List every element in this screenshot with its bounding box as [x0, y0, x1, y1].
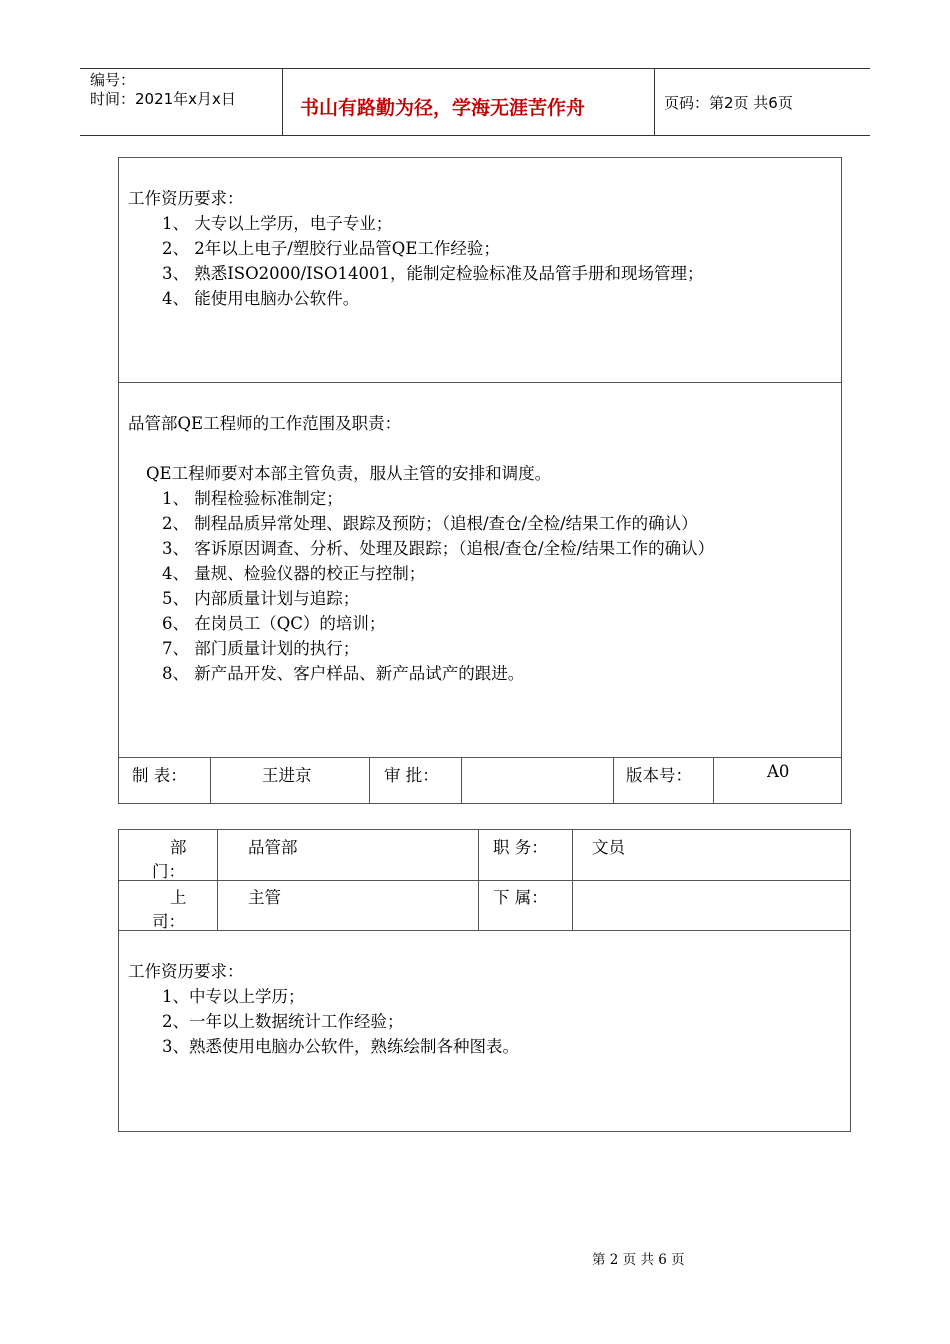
header-divider — [654, 68, 655, 135]
requirement-item: 4、 能使用电脑办公软件。 — [162, 289, 360, 308]
position-label: 职 务： — [493, 838, 548, 857]
superior-label: 上 — [170, 888, 187, 907]
cell-divider — [478, 829, 479, 930]
duty-item: 4、 量规、检验仪器的校正与控制； — [162, 564, 426, 583]
made-by-value: 王进京 — [262, 766, 312, 785]
cell-divider — [613, 757, 614, 804]
duty-item: 1、 制程检验标准制定； — [162, 489, 343, 508]
row-divider — [118, 880, 851, 881]
cell-divider — [572, 829, 573, 930]
version-value: A0 — [767, 762, 790, 781]
document-number-label: 编号： — [90, 71, 136, 89]
duty-item: 2、 制程品质异常处理、跟踪及预防；（追根/查仓/全检/结果工作的确认） — [162, 514, 698, 533]
made-by-label: 制 表： — [132, 766, 187, 785]
row-divider — [118, 757, 842, 758]
page-footer: 第 2 页 共 6 页 — [592, 1252, 685, 1268]
position-value: 文员 — [592, 838, 625, 857]
superior-label-cont: 司： — [152, 912, 185, 931]
row-divider — [118, 930, 851, 931]
requirement-item: 1、中专以上学历； — [162, 987, 305, 1006]
department-label: 部 — [170, 838, 187, 857]
duty-item: 8、 新产品开发、客户样品、新产品试产的跟进。 — [162, 664, 525, 683]
approved-by-label: 审 批： — [384, 766, 439, 785]
requirement-item: 2、 2年以上电子/塑胶行业品管QE工作经验； — [162, 239, 500, 258]
header-top-rule — [80, 68, 870, 69]
department-label-cont: 门： — [152, 862, 185, 881]
subordinate-label: 下 属： — [493, 888, 548, 907]
header-motto: 书山有路勤为径，学海无涯苦作舟 — [300, 97, 586, 119]
superior-value: 主管 — [248, 888, 281, 907]
requirement-item: 3、熟悉使用电脑办公软件，熟练绘制各种图表。 — [162, 1037, 519, 1056]
requirement-item: 2、一年以上数据统计工作经验； — [162, 1012, 404, 1031]
requirement-item: 3、 熟悉ISO2000/ISO14001，能制定检验标准及品管手册和现场管理； — [162, 264, 704, 283]
duty-item: 6、 在岗员工（QC）的培训； — [162, 614, 386, 633]
cell-divider — [461, 757, 462, 804]
duty-item: 7、 部门质量计划的执行； — [162, 639, 360, 658]
header-divider — [282, 68, 283, 135]
cell-divider — [369, 757, 370, 804]
row-divider — [118, 382, 842, 383]
requirement-item: 1、 大专以上学历，电子专业； — [162, 214, 393, 233]
header-bottom-rule — [80, 135, 870, 136]
duty-item: 5、 内部质量计划与追踪； — [162, 589, 360, 608]
page-number-label: 页码：第2页 共6页 — [664, 94, 793, 112]
version-label: 版本号： — [626, 766, 692, 785]
requirements-title: 工作资历要求： — [128, 189, 244, 208]
duties-title: 品管部QE工程师的工作范围及职责： — [128, 414, 402, 433]
cell-divider — [210, 757, 211, 804]
cell-divider — [713, 757, 714, 804]
requirements-title: 工作资历要求： — [128, 962, 244, 981]
document-time-label: 时间：2021年x月x日 — [90, 90, 236, 108]
duty-item: 3、 客诉原因调查、分析、处理及跟踪；（追根/查仓/全检/结果工作的确认） — [162, 539, 715, 558]
duties-intro: QE工程师要对本部主管负责，服从主管的安排和调度。 — [146, 464, 552, 483]
cell-divider — [217, 829, 218, 930]
department-value: 品管部 — [248, 838, 298, 857]
